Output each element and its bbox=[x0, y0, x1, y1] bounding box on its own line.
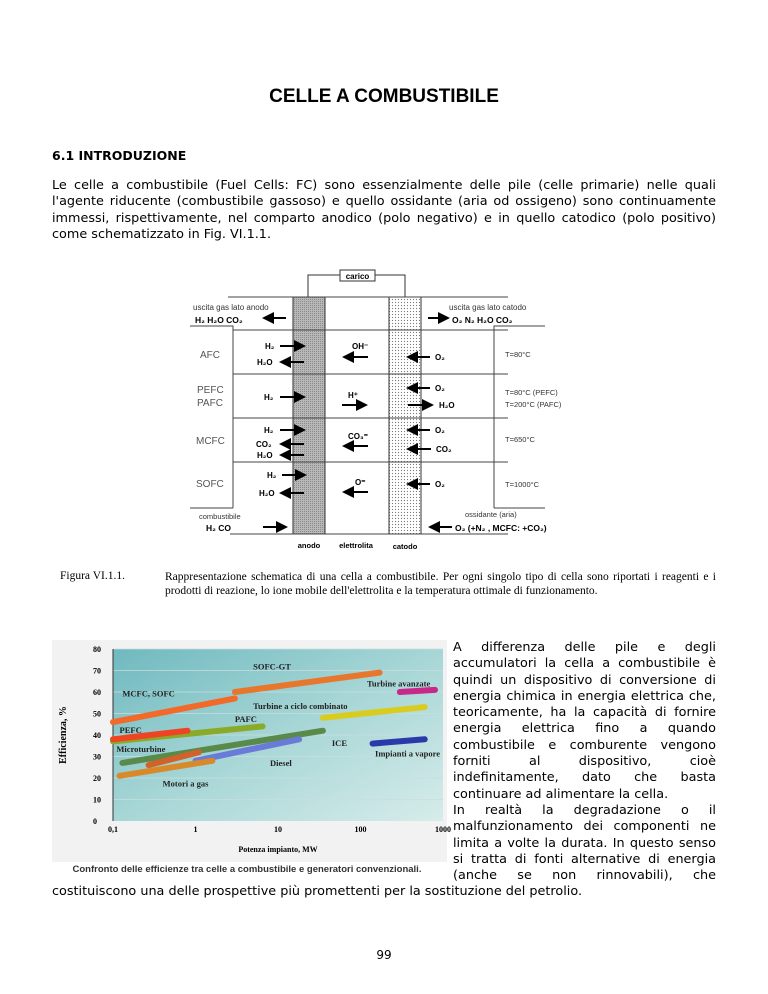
cathode-species: O₂ bbox=[435, 353, 445, 362]
cathode-species: O₂ bbox=[435, 480, 445, 489]
anode-species: H₂ bbox=[264, 426, 274, 435]
temperature: T=200°C (PAFC) bbox=[505, 400, 562, 409]
cathode-species: O₂ bbox=[435, 426, 445, 435]
anode-species: H₂ bbox=[264, 393, 274, 402]
x-tick-label: 0,1 bbox=[108, 825, 118, 834]
temperature: T=80°C (PEFC) bbox=[505, 388, 558, 397]
cathode-layer bbox=[389, 297, 421, 534]
ion-label: O⁼ bbox=[355, 478, 366, 487]
temperature: T=1000°C bbox=[505, 480, 540, 489]
row-label-pafc: PAFC bbox=[197, 398, 223, 409]
figure-label: Figura VI.1.1. bbox=[60, 570, 125, 582]
series-label: SOFC-GT bbox=[253, 661, 291, 672]
anode-species: H₂O bbox=[259, 489, 275, 498]
y-tick-label: 80 bbox=[93, 645, 101, 654]
anode-species: H₂O bbox=[257, 451, 273, 460]
y-tick-label: 40 bbox=[93, 731, 101, 740]
series-label: Microturbine bbox=[116, 744, 166, 755]
row-label-mcfc: MCFC bbox=[196, 436, 225, 447]
chart-caption: Confronto delle efficienze tra celle a combustibile e generatori convenzionali. bbox=[72, 864, 422, 875]
series-label: Turbine a ciclo combinato bbox=[253, 701, 348, 712]
anode-layer bbox=[293, 297, 325, 534]
series-label: PAFC bbox=[234, 714, 257, 725]
section-heading: 6.1 INTRODUZIONE bbox=[52, 148, 187, 163]
y-tick-label: 10 bbox=[93, 795, 101, 805]
temperature: T=80°C bbox=[505, 350, 531, 359]
efficiency-chart-svg bbox=[52, 640, 451, 862]
figure-caption: Rappresentazione schematica di una cella a combustibile. Per ogni singolo tipo di cella sono riportati i reagenti e i prodotti di reazione, lo ione mobile dell'elettrolita e la temperatura ottimale di funzionamento. bbox=[165, 571, 716, 597]
anode-species: CO₂ bbox=[256, 440, 272, 449]
series-label: Turbine avanzate bbox=[367, 678, 431, 689]
cathode-species: H₂O bbox=[439, 401, 455, 410]
ion-label: OH⁻ bbox=[352, 342, 369, 351]
page-title: CELLE A COMBUSTIBILE bbox=[269, 86, 499, 107]
series-label: PEFC bbox=[119, 724, 142, 735]
anode-species: H₂ bbox=[265, 342, 275, 351]
load-label: carico bbox=[345, 272, 370, 281]
efficiency-chart bbox=[52, 640, 451, 880]
fuel-label: combustibile bbox=[199, 512, 241, 521]
cathode-species: CO₂ bbox=[436, 445, 452, 454]
series-label: Diesel bbox=[270, 758, 292, 769]
y-tick-label: 30 bbox=[93, 752, 101, 762]
cathode-species: O₂ bbox=[435, 384, 445, 393]
series-label: ICE bbox=[331, 737, 348, 748]
series-label: Motori a gas bbox=[162, 778, 209, 789]
fuel-gases: H₂ CO bbox=[206, 523, 232, 533]
x-tick-label: 100 bbox=[354, 825, 367, 834]
body-paragraph-1: A differenza delle pile e degli accumulatori la cella a combustibile è quindi un dispositivo di conversione di energia chimica in energia elettrica che, teoricamente, ha la capacità di fornire energia elettrica fino a quando combustibile e comburente vengono forniti al dispositivo, cioè indefinitamente, dato che basta continuare ad alimentare la cella. bbox=[453, 640, 716, 802]
row-label-sofc: SOFC bbox=[196, 479, 224, 490]
fuel-cell-diagram bbox=[160, 265, 610, 555]
temperature: T=650°C bbox=[505, 435, 535, 444]
intro-paragraph: Le celle a combustibile (Fuel Cells: FC) sono essenzialmente delle pile (celle primarie) nelle quali l'agente riducente (combustibile gassoso) e quello ossidante (aria od ossigeno) sono continuamente immessi, rispettivamente, nel comparto anodico (polo negativo) e in quello catodico (polo positivo) come schematizzato in Fig. VI.1.1. bbox=[52, 178, 716, 242]
body-paragraph-2: In realtà la degradazione o il malfunzionamento dei componenti ne limita a volte la durata. In questo senso si tratta di fonti alternative di energia (anche se non rinnovabili), che costituiscono una delle prospettive più promettenti per la sostituzione del petrolio. bbox=[52, 802, 716, 900]
anode-species: H₂O bbox=[257, 358, 273, 367]
ion-label: H⁺ bbox=[348, 391, 358, 400]
anode-out-gases: H₂ H₂O CO₂ bbox=[195, 315, 243, 325]
row-label-afc: AFC bbox=[200, 350, 220, 361]
series-label: MCFC, SOFC bbox=[122, 688, 175, 699]
body-text bbox=[52, 640, 716, 901]
y-tick-label: 60 bbox=[93, 688, 101, 697]
cathode-out-gases: O₂ N₂ H₂O CO₂ bbox=[452, 315, 513, 325]
anode-species: H₂ bbox=[267, 471, 277, 480]
series-band-impianti-a-vapore bbox=[373, 739, 425, 743]
y-tick-label: 70 bbox=[93, 666, 101, 676]
cathode-label: catodo bbox=[392, 542, 418, 551]
cathode-out-label: uscita gas lato catodo bbox=[449, 303, 527, 312]
oxidant-gases: O₂ (+N₂ , MCFC: +CO₂) bbox=[455, 523, 547, 533]
oxidant-label: ossidante (aria) bbox=[465, 510, 517, 519]
x-tick-label: 10 bbox=[274, 825, 282, 834]
y-axis-label: Efficienza, % bbox=[58, 706, 69, 764]
anode-out-label: uscita gas lato anodo bbox=[193, 303, 269, 312]
x-tick-label: 1 bbox=[193, 825, 198, 834]
ion-label: CO₃⁼ bbox=[348, 432, 368, 441]
x-axis-label: Potenza impianto, MW bbox=[238, 845, 318, 854]
series-label: Impianti a vapore bbox=[375, 748, 441, 759]
series-band-turbine-avanzate bbox=[400, 690, 435, 692]
y-tick-label: 0 bbox=[93, 817, 97, 826]
y-tick-label: 50 bbox=[93, 709, 101, 719]
electrolyte-label: elettrolita bbox=[339, 541, 373, 550]
x-tick-label: 1000 bbox=[435, 825, 451, 834]
row-label-pefc: PEFC bbox=[197, 385, 224, 396]
anode-label: anodo bbox=[297, 541, 321, 550]
y-tick-label: 20 bbox=[93, 774, 101, 783]
page-number: 99 bbox=[376, 948, 392, 962]
